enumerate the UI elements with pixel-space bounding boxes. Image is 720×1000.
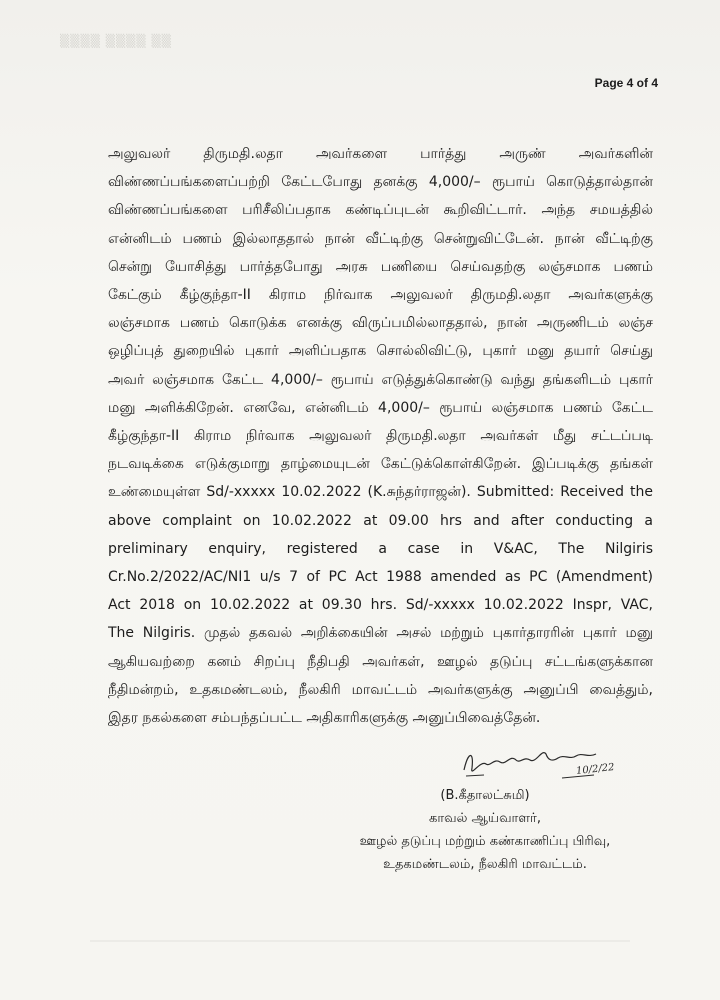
signatory-name: (B.கீதாலட்சுமி) (440, 788, 530, 803)
signatory-block (340, 784, 630, 876)
paragraph-line: preliminary enquiry, registered a case in V&AC, The Nilgiris (108, 540, 653, 557)
signatory-unit: ஊழல் தடுப்பு மற்றும் கண்காணிப்பு பிரிவு, (359, 834, 611, 849)
paragraph-line: அலுவலர் திருமதி.லதா அவர்களை பார்த்து அருண் அவர்களின் (108, 146, 653, 162)
paragraph-line: என்னிடம் பணம் இல்லாததால் நான் வீட்டிற்கு சென்றுவிட்டேன். நான் வீட்டிற்கு (108, 230, 653, 247)
paragraph-line: லஞ்சமாக பணம் கொடுக்க எனக்கு விருப்பமில்லாததால், நான் அருணிடம் லஞ்ச (108, 315, 653, 332)
paragraph-line: ஆகியவற்றை கனம் சிறப்பு நீதிபதி அவர்கள், ஊழல் தடுப்பு சட்டங்களுக்கான (108, 653, 653, 670)
paragraph-line: மனு அளிக்கிறேன். எனவே, என்னிடம் 4,000/– ரூபாய் லஞ்சமாக பணம் கேட்ட (108, 399, 653, 416)
bleed-through-line (90, 940, 630, 942)
paragraph-line: The Nilgiris. முதல் தகவல் அறிக்கையின் அசல் மற்றும் புகார்தாரரின் புகார் மனு (108, 625, 653, 642)
paragraph-line: சென்று யோசித்து பார்த்தபோது அரசு பணியை செய்வதற்கு லஞ்சமாக பணம் (108, 258, 653, 275)
page-number: Page 4 of 4 (594, 76, 658, 90)
paragraph-line: ஒழிப்புத் துறையில் புகார் அளிப்பதாக சொல்லிவிட்டு, புகார் மனு தயார் செய்து (108, 343, 653, 360)
paragraph-line: அவர் லஞ்சமாக கேட்ட 4,000/– ரூபாய் எடுத்துக்கொண்டு வந்து தங்களிடம் புகார் (108, 371, 653, 388)
paragraph-line: உண்மையுள்ள Sd/-xxxxx 10.02.2022 (K.சுந்தர்ராஜன்). Submitted: Received the (108, 484, 653, 501)
signature-date: 10/2/22 (575, 762, 616, 777)
paragraph-line: above complaint on 10.02.2022 at 09.00 hrs and after conducting a (108, 512, 653, 529)
complaint-body-paragraph (108, 140, 653, 732)
signatory-location: உதகமண்டலம், நீலகிரி மாவட்டம். (383, 857, 587, 872)
paragraph-line: விண்ணப்பங்களைப்பற்றி கேட்டபோது தனக்கு 4,000/– ரூபாய் கொடுத்தால்தான் (108, 174, 653, 191)
signatory-designation: காவல் ஆய்வாளர், (429, 811, 541, 826)
paragraph-line: விண்ணப்பங்களை பரிசீலிப்பதாக கண்டிப்புடன் கூறிவிட்டார். அந்த சமயத்தில் (108, 202, 653, 219)
paragraph-line: கேட்கும் கீழ்குந்தா-II கிராம நிர்வாக அலுவலர் திருமதி.லதா அவர்களுக்கு (108, 287, 653, 304)
paragraph-line: இதர நகல்களை சம்பந்தப்பட்ட அதிகாரிகளுக்கு அனுப்பிவைத்தேன். (108, 710, 541, 727)
paragraph-line: Cr.No.2/2022/AC/NI1 u/s 7 of PC Act 1988 amended as PC (Amendment) (108, 569, 653, 586)
paragraph-line: நீதிமன்றம், உதகமண்டலம், நீலகிரி மாவட்டம் அவர்களுக்கு அனுப்பி வைத்தும், (108, 681, 653, 698)
paragraph-line: Act 2018 on 10.02.2022 at 09.30 hrs. Sd/-xxxxx 10.02.2022 Inspr, VAC, (108, 597, 653, 614)
handwritten-signature (460, 740, 610, 786)
bleed-through-text: ▒▒▒▒ ▒▒▒▒ ▒▒ (60, 34, 172, 48)
paragraph-line: கீழ்குந்தா-II கிராம நிர்வாக அலுவலர் திருமதி.லதா அவர்கள் மீது சட்டப்படி (108, 428, 653, 445)
paragraph-line: நடவடிக்கை எடுக்குமாறு தாழ்மையுடன் கேட்டுக்கொள்கிறேன். இப்படிக்கு தங்கள் (108, 456, 653, 473)
